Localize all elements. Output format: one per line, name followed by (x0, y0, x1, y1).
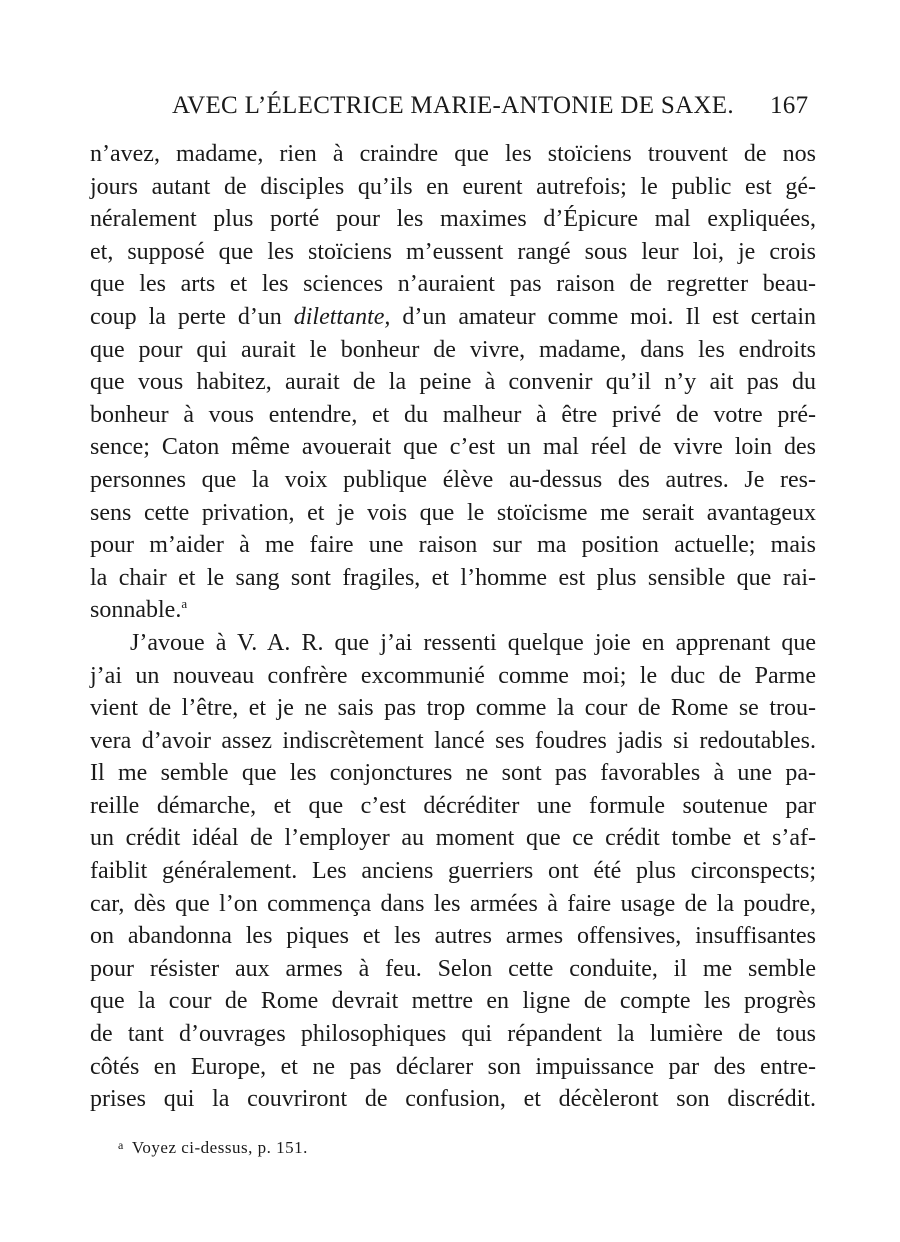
text-line: jours autant de disciples qu’ils en eurent autrefois; le public est gé- (90, 173, 816, 200)
text-line: on abandonna les piques et les autres armes offensives, insuffisantes (90, 923, 816, 950)
text-line: que les arts et les sciences n’auraient pas raison de regretter beau- (90, 271, 816, 298)
text-fragment: d’un amateur comme moi. Il est certain (390, 303, 816, 330)
text-line: prises qui la couvriront de confusion, et décèleront son discrédit. (90, 1086, 816, 1113)
footnote-marker: a (118, 1138, 124, 1152)
text-line: la chair et le sang sont fragiles, et l’homme est plus sensible que rai- (90, 564, 816, 591)
text-line (90, 594, 816, 627)
italic-term: dilettante, (293, 303, 391, 330)
text-line: côtés en Europe, et ne pas déclarer son impuissance par des entre- (90, 1053, 816, 1080)
footnote-text: Voyez ci-dessus, p. 151. (131, 1138, 308, 1157)
text-line: faiblit généralement. Les anciens guerriers ont été plus circonspects; (90, 858, 816, 885)
text-line: reille démarche, et que c’est décréditer une formule soutenue par (90, 792, 816, 819)
page-number: 167 (770, 92, 809, 119)
text-line: pour m’aider à me faire une raison sur ma position actuelle; mais (90, 532, 816, 559)
text-line: un crédit idéal de l’employer au moment que ce crédit tombe et s’af- (90, 825, 816, 852)
text-line: vera d’avoir assez indiscrètement lancé ses foudres jadis si redoutables. (90, 727, 816, 754)
text-line: que la cour de Rome devrait mettre en ligne de compte les progrès (90, 988, 816, 1015)
running-title: AVEC L’ÉLECTRICE MARIE-ANTONIE DE SAXE. (172, 92, 734, 119)
paragraph-1 (90, 138, 816, 627)
paragraph-2 (90, 627, 816, 1116)
text-line: et, supposé que les stoïciens m’eussent rangé sous leur loi, je crois (90, 238, 816, 265)
body-text (90, 138, 816, 1116)
text-line: sence; Caton même avouerait que c’est un mal réel de vivre loin des (90, 434, 816, 461)
text-line: personnes que la voix publique élève au-dessus des autres. Je res- (90, 466, 816, 493)
text-line: j’ai un nouveau confrère excommunié comme moi; le duc de Parme (90, 662, 816, 689)
text-fragment: sonnable. (90, 597, 182, 624)
footnote-reference[interactable]: a (181, 596, 188, 612)
text-line: car, dès que l’on commença dans les armées à faire usage de la poudre, (90, 890, 816, 917)
text-line: pour résister aux armes à feu. Selon cette conduite, il me semble (90, 955, 816, 982)
text-line: que vous habitez, aurait de la peine à convenir qu’il n’y ait pas du (90, 369, 816, 396)
text-line (90, 301, 816, 334)
text-line: n’avez, madame, rien à craindre que les stoïciens trouvent de nos (90, 141, 816, 167)
text-line: Il me semble que les conjonctures ne sont pas favorables à une pa- (90, 760, 816, 787)
text-fragment: coup la perte d’un (90, 303, 294, 330)
text-line: néralement plus porté pour les maximes d’Épicure mal expliquées, (90, 206, 816, 233)
text-line: sens cette privation, et je vois que le stoïcisme me serait avantageux (90, 499, 816, 526)
text-line: bonheur à vous entendre, et du malheur à être privé de votre pré- (90, 401, 816, 428)
text-line: de tant d’ouvrages philosophiques qui répandent la lumière de tous (90, 1021, 816, 1048)
text-line: J’avoue à V. A. R. que j’ai ressenti quelque joie en apprenant que (130, 629, 816, 656)
page-header (0, 92, 900, 128)
text-line: que pour qui aurait le bonheur de vivre, madame, dans les endroits (90, 336, 816, 363)
text-line: vient de l’être, et je ne sais pas trop comme la cour de Rome se trou- (90, 695, 816, 722)
footnote (118, 1138, 308, 1158)
